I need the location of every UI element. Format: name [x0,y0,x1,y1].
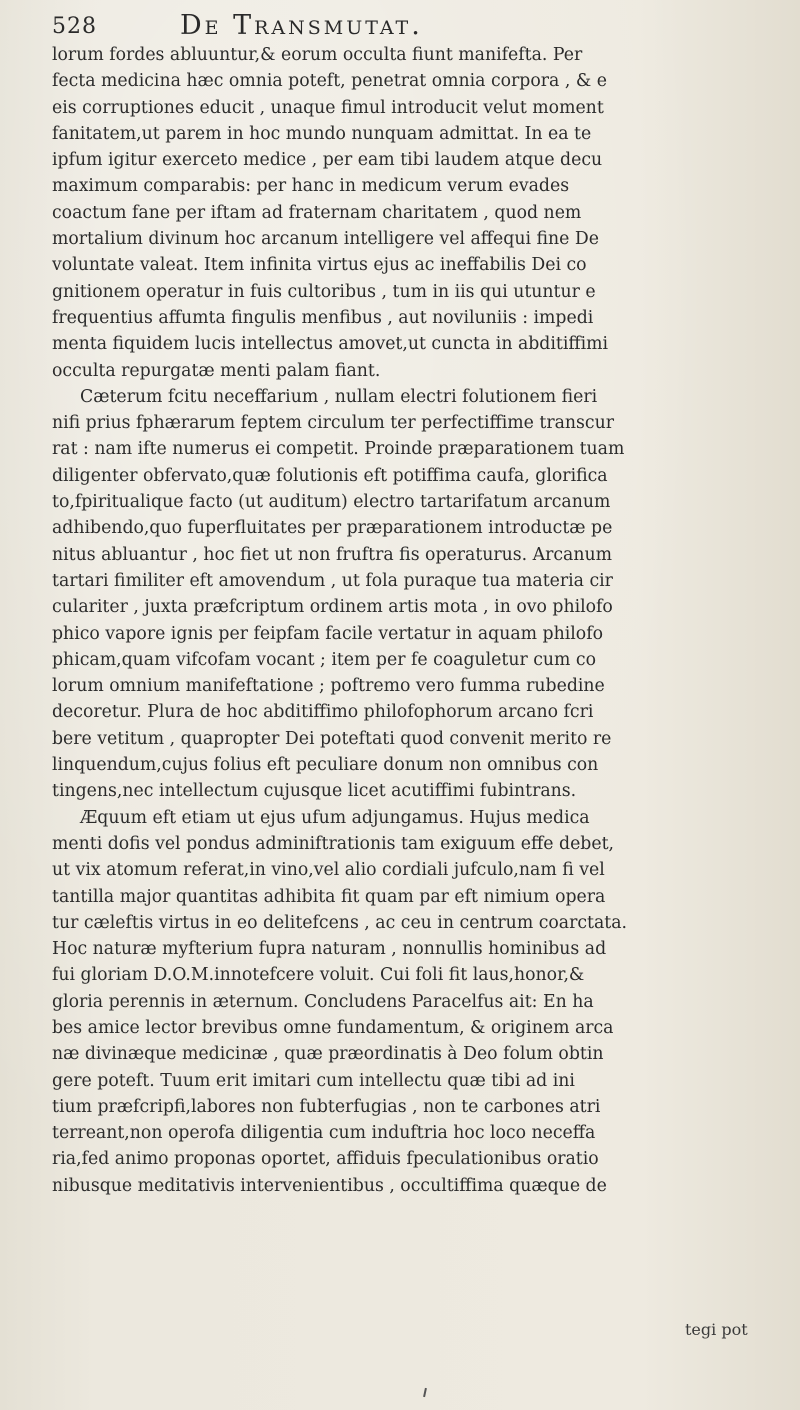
paragraph-start-line: Æquum eft etiam ut ejus ufum adjungamus. Hujus medica [80,807,590,828]
text-line: ipfum igitur exerceto medice , per eam tibi laudem atque decu [52,150,603,171]
text-line: lorum omnium manifeftatione ; poftremo vero fumma rubedine [52,676,605,697]
text-line: diligenter obfervato,quæ folutionis eft potiffima caufa, glorifica [52,465,608,486]
text-line: tantilla major quantitas adhibita fit quam par eft nimium opera [52,886,606,907]
text-line: fui gloriam D.O.M.innotefcere voluit. Cui foli fit laus,honor,& [52,965,585,986]
text-line: gnitionem operatur in fuis cultoribus , tum in iis qui utuntur e [52,281,596,302]
text-line: eis corruptiones educit , unaque fimul introducit velut moment [52,97,604,118]
running-head: De Transmutat. [180,10,423,41]
text-line: tartari fimiliter eft amovendum , ut fola puraque tua materia cir [52,570,613,591]
text-line: linquendum,cujus folius eft peculiare donum non omnibus con [52,755,599,776]
text-line: rat : nam ifte numerus ei competit. Proinde præparationem tuam [52,439,625,460]
page-number: 528 [52,14,97,39]
text-line: mortalium divinum hoc arcanum intelligere vel affequi fine De [52,229,599,250]
text-line: phicam,quam vifcofam vocant ; item per fe coaguletur cum co [52,649,597,670]
text-line: nibusque meditativis intervenientibus , occultiffima quæque de [52,1175,607,1196]
text-line: fanitatem,ut parem in hoc mundo nunquam admittat. In ea te [52,123,592,144]
text-line: occulta repurgatæ menti palam fiant. [52,360,381,381]
text-line: culariter , juxta præfcriptum ordinem artis mota , in ovo philofo [52,597,613,618]
text-line: decoretur. Plura de hoc abditiffimo philofophorum arcano fcri [52,702,594,723]
body-text [52,42,800,1199]
text-line: nitus abluantur , hoc fiet ut non fruftra fis operaturus. Arcanum [52,544,613,565]
text-line: ut vix atomum referat,in vino,vel alio cordiali jufculo,nam fi vel [52,860,605,881]
text-line: frequentius affumta fingulis menfibus , aut noviluniis : impedi [52,307,594,328]
text-line: adhibendo,quo fuperfluitates per præparationem introductæ pe [52,518,613,539]
text-line: nifi prius fphærarum feptem circulum ter perfectiffime transcur [52,413,614,434]
text-line: tur cæleftis virtus in eo delitefcens , ac ceu in centrum coarctata. [52,912,628,933]
text-line: gloria perennis in æternum. Concludens Paracelfus ait: En ha [52,991,594,1012]
text-line: maximum comparabis: per hanc in medicum verum evades [52,176,570,197]
text-line: coactum fane per iftam ad fraternam charitatem , quod nem [52,202,582,223]
text-line: to,fpiritualique facto (ut auditum) electro tartarifatum arcanum [52,492,611,513]
catchword: tegi pot [685,1320,748,1339]
text-line: næ divinæque medicinæ , quæ præordinatis à Deo folum obtin [52,1044,604,1065]
text-line: phico vapore ignis per feipfam facile vertatur in aquam philofo [52,623,604,644]
text-line: terreant,non operofa diligentia cum induftria hoc loco neceffa [52,1123,596,1144]
text-line: tingens,nec intellectum cujusque licet acutiffimi fubintrans. [52,781,577,802]
text-line: fecta medicina hæc omnia poteft, penetrat omnia corpora , & e [52,71,607,92]
text-line: bes amice lector brevibus omne fundamentum, & originem arca [52,1017,614,1038]
text-line: lorum fordes abluuntur,& eorum occulta fiunt manifefta. Per [52,45,583,65]
text-line: menta fiquidem lucis intellectus amovet,ut cuncta in abditiffimi [52,334,609,355]
text-line: bere vetitum , quapropter Dei poteftati quod convenit merito re [52,728,612,749]
text-line: ria,fed animo proponas oportet, affiduis fpeculationibus oratio [52,1149,599,1170]
paragraph-start-line: Cæterum fcitu neceffarium , nullam electri folutionem fieri [80,386,598,407]
text-line: gere poteft. Tuum erit imitari cum intellectu quæ tibi ad ini [52,1070,575,1091]
text-line: voluntate valeat. Item infinita virtus ejus ac ineffabilis Dei co [52,255,587,276]
text-line: tium præfcripfi,labores non fubterfugias , non te carbones atri [52,1096,601,1117]
stray-ink-mark [423,1388,427,1397]
text-line: Hoc naturæ myfterium fupra naturam , nonnullis hominibus ad [52,939,607,960]
text-line: menti dofis vel pondus adminiftrationis tam exiguum effe debet, [52,833,615,854]
